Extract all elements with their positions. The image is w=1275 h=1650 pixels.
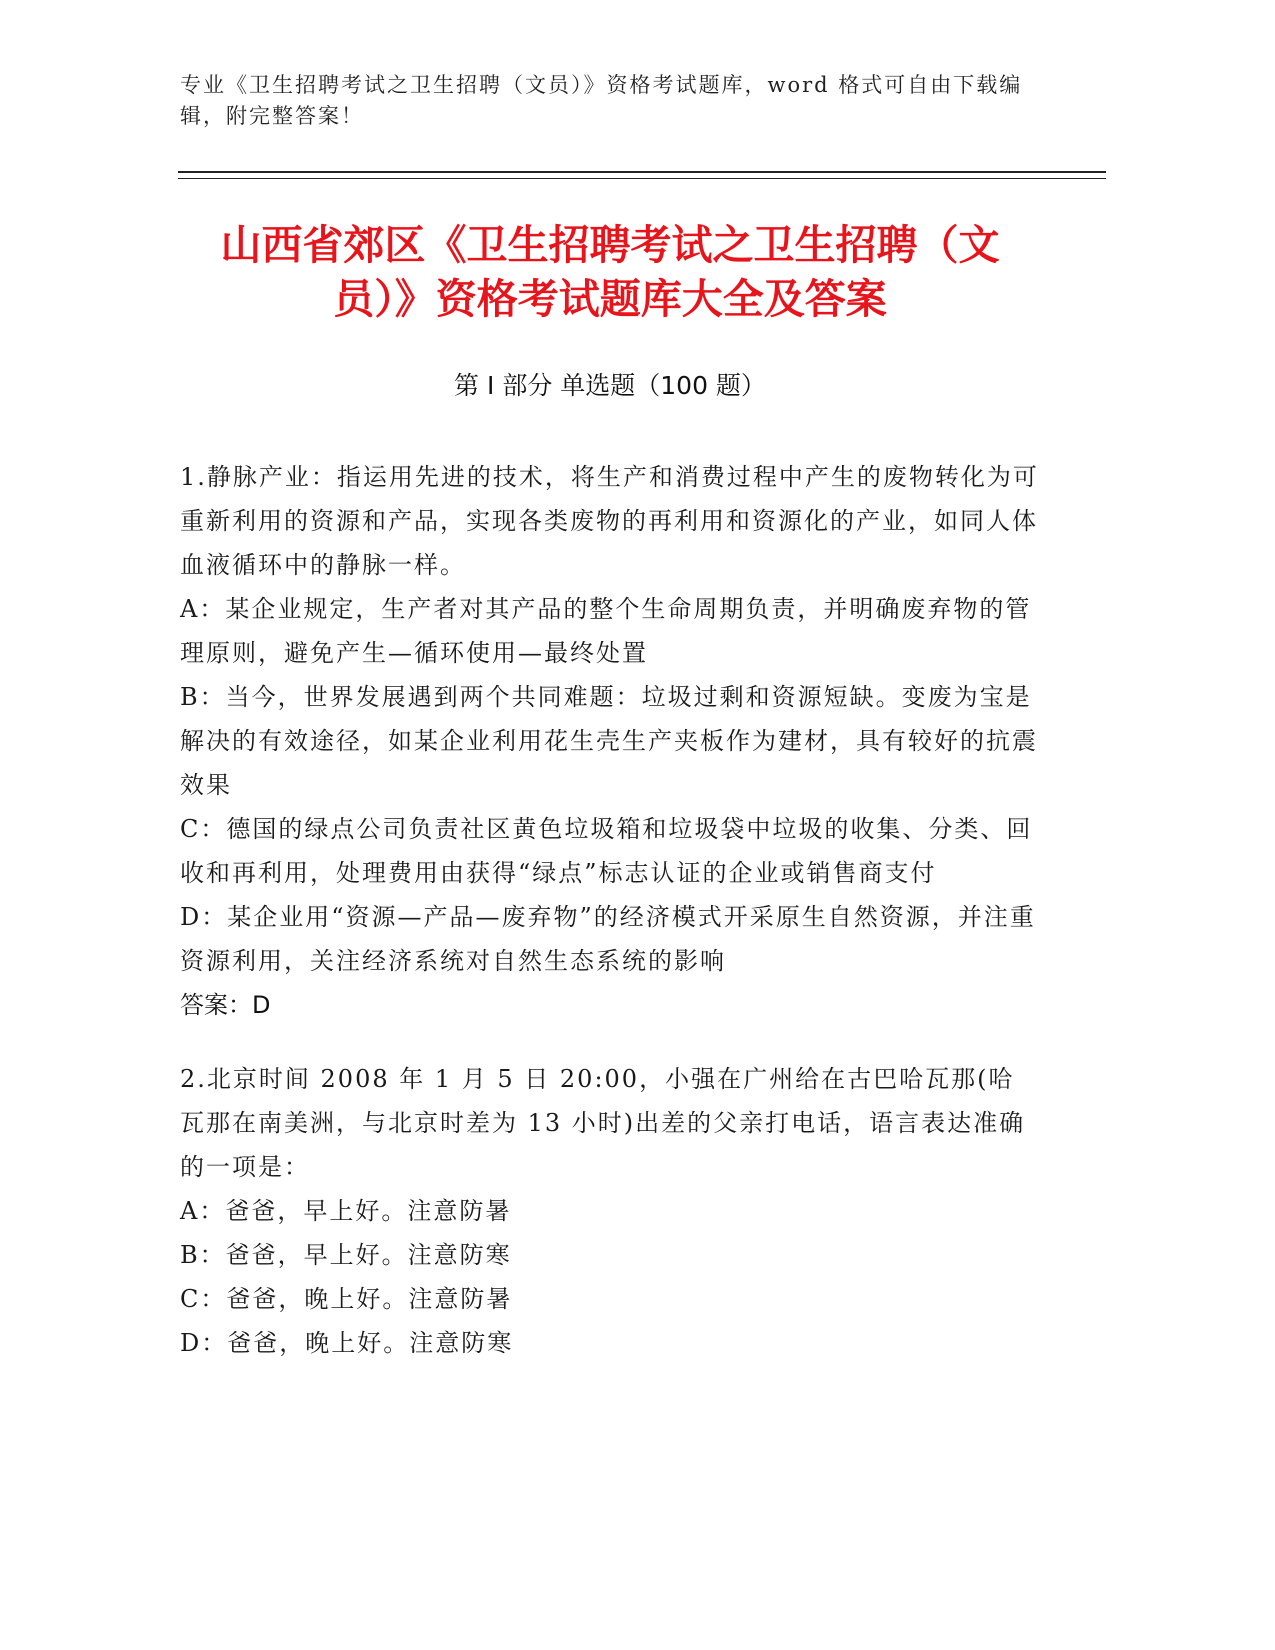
header-note: 专业《卫生招聘考试之卫生招聘（文员）》资格考试题库，word 格式可自由下载编辑，附完整答案！ — [180, 73, 1023, 128]
option-b: B：爸爸，早上好。注意防寒 — [180, 1241, 512, 1269]
option-d: D：爸爸，晚上好。注意防寒 — [180, 1329, 514, 1357]
option-c: C：德国的绿点公司负责社区黄色垃圾箱和垃圾袋中垃圾的收集、分类、回收和再利用，处理费用由获得“绿点”标志认证的企业或销售商支付 — [180, 815, 1033, 887]
option-a: A：某企业规定，生产者对其产品的整个生命周期负责，并明确废弃物的管理原则，避免产生—循环使用—最终处置 — [180, 595, 1032, 667]
header-divider-thin — [178, 178, 1106, 179]
question-list — [180, 455, 1040, 1395]
section-title: 第 I 部分 单选题（100 题） — [454, 371, 766, 400]
question-1 — [180, 455, 1040, 1027]
question-stem: 1.静脉产业：指运用先进的技术，将生产和消费过程中产生的废物转化为可重新利用的资源和产品，实现各类废物的再利用和资源化的产业，如同人体血液循环中的静脉一样。 — [180, 463, 1039, 579]
option-d: D：某企业用“资源—产品—废弃物”的经济模式开采原生自然资源，并注重资源利用，关注经济系统对自然生态系统的影响 — [180, 903, 1036, 975]
document-title: 山西省郊区《卫生招聘考试之卫生招聘（文员）》资格考试题库大全及答案 — [220, 221, 1000, 323]
option-b: B：当今，世界发展遇到两个共同难题：垃圾过剩和资源短缺。变废为宝是解决的有效途径，如某企业利用花生壳生产夹板作为建材，具有较好的抗震效果 — [180, 683, 1038, 799]
option-c: C：爸爸，晚上好。注意防暑 — [180, 1285, 513, 1313]
option-a: A：爸爸，早上好。注意防暑 — [180, 1197, 512, 1225]
question-2 — [180, 1057, 1040, 1365]
question-stem: 2.北京时间 2008 年 1 月 5 日 20:00，小强在广州给在古巴哈瓦那(哈瓦那在南美洲，与北京时差为 13 小时)出差的父亲打电话，语言表达准确的一项是： — [180, 1065, 1026, 1181]
header-divider-thick — [178, 171, 1106, 173]
answer-text: 答案：D — [180, 991, 271, 1019]
